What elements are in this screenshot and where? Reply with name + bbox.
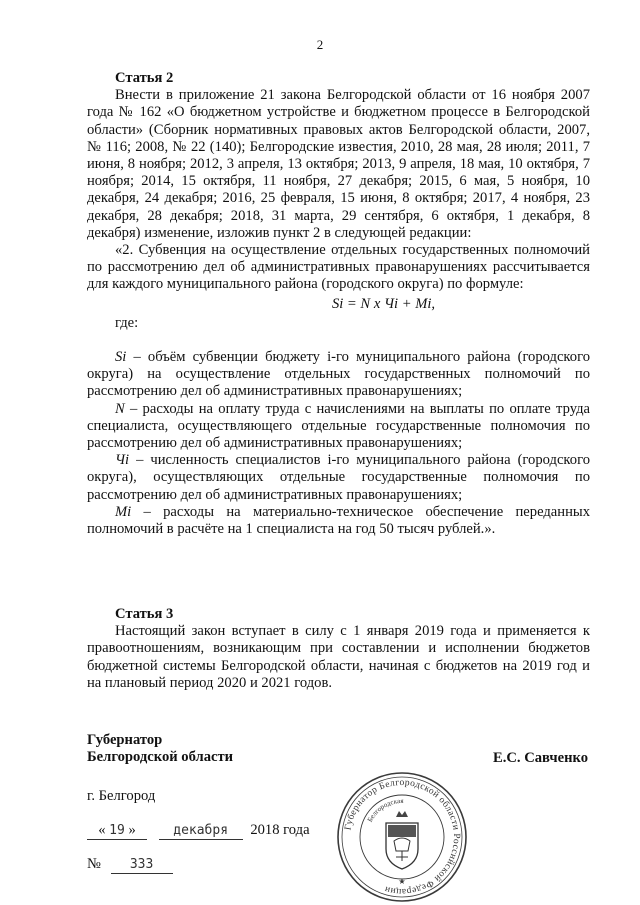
def-text: – объём субвенции бюджету i-го муниципального района (городского округа) на осуществление отдельных государственных полномочий по рассмотрению дел об административных правонарушениях; bbox=[87, 349, 590, 400]
def-si bbox=[87, 349, 590, 401]
seal-star-icon: ★ bbox=[398, 877, 406, 886]
article-2 bbox=[87, 70, 590, 538]
def-mi bbox=[87, 504, 590, 538]
def-symbol: Si bbox=[115, 349, 127, 366]
date-line bbox=[87, 822, 310, 840]
doc-number-line bbox=[87, 856, 173, 874]
def-text: – расходы на оплату труда с начислениями на выплаты по оплате труда специалиста, осуществляющего отдельные государственные полномочия по рассмотрению дел об административных правонарушениях; bbox=[87, 400, 590, 452]
formula-where: где: bbox=[115, 314, 139, 331]
formula: Si = N x Чi + Mi, bbox=[331, 295, 436, 312]
def-text: – расходы на материально-техническое обеспечение переданных полномочий в расчёте на 1 специалиста на год 50 тысяч рублей.». bbox=[87, 503, 590, 538]
official-seal bbox=[336, 771, 468, 903]
article-3 bbox=[87, 606, 590, 692]
article-3-heading: Статья 3 bbox=[115, 606, 174, 622]
date-close-quote: » bbox=[128, 822, 136, 838]
signature-name: Е.С. Савченко bbox=[493, 750, 589, 766]
def-symbol: Чi bbox=[115, 452, 130, 469]
signature-title bbox=[87, 732, 233, 766]
date-day-field bbox=[87, 822, 147, 840]
article-2-intro: Внести в приложение 21 закона Белгородской области от 16 ноября 2007 года № 162 «О бюджетном устройстве и бюджетном процессе в Белгородской области» (Сборник нормативных правовых актов Белгородской области, 2007, № 116; 2008, № 22 (140); Белгородские известия, 2010, 28 мая, 28 июля; 2011, 7 июня, 8 ноября; 2012, 3 апреля, 13 октября; 2013, 9 апреля, 18 мая, 10 октября, 7 ноября; 2014, 15 октября, 11 ноября, 27 декабря; 2015, 6 мая, 5 ноября, 10 декабря, 24 декабря; 2016, 25 февраля, 15 июня, 8 октября; 2017, 4 ноября, 23 декабря, 28 декабря; 2018, 31 марта, 29 сентября, 6 октября, 1 декабря, 8 декабря) изменение, изложив пункт 2 в следующей редакции: bbox=[87, 87, 590, 241]
date-open-quote: « bbox=[98, 822, 106, 838]
signature-title-line-1: Губернатор bbox=[87, 732, 163, 748]
article-3-text: Настоящий закон вступает в силу с 1 января 2019 года и применяется к правоотношениям, возникающим при составлении и исполнении бюджетов бюджетной системы Белгородской области, начиная с бюджетов на 2019 год и на плановый период 2020 и 2021 годов. bbox=[87, 623, 590, 691]
article-2-point-2: «2. Субвенция на осуществление отдельных государственных полномочий по рассмотрению дел об административных правонарушениях рассчитывается для каждого муниципального района (городского округа) по формуле: bbox=[87, 242, 590, 293]
article-2-heading: Статья 2 bbox=[115, 70, 174, 86]
date-month: декабря bbox=[159, 822, 243, 840]
doc-number-label: № bbox=[87, 856, 101, 872]
date-day: 19 bbox=[109, 823, 125, 838]
signature-title-line-2: Белгородской области bbox=[87, 749, 234, 766]
city: г. Белгород bbox=[87, 788, 156, 804]
def-n bbox=[87, 401, 590, 453]
def-symbol: Mi bbox=[115, 503, 132, 520]
doc-number-value: 333 bbox=[111, 856, 173, 874]
def-text: – численность специалистов i-го муниципального района (городского округа), осуществляющих отдельные государственные полномочия по рассмотрению дел об административных правонарушениях; bbox=[87, 452, 590, 503]
date-year: 2018 года bbox=[250, 822, 310, 838]
seal-outer-text: Губернатор Белгородской области Российской Федерации bbox=[343, 777, 462, 897]
def-symbol: N bbox=[115, 400, 125, 417]
coat-of-arms-icon bbox=[386, 811, 418, 869]
def-chi bbox=[87, 452, 590, 504]
page-number: 2 bbox=[316, 37, 324, 52]
seal-inner-text: Белгородская bbox=[365, 796, 404, 824]
